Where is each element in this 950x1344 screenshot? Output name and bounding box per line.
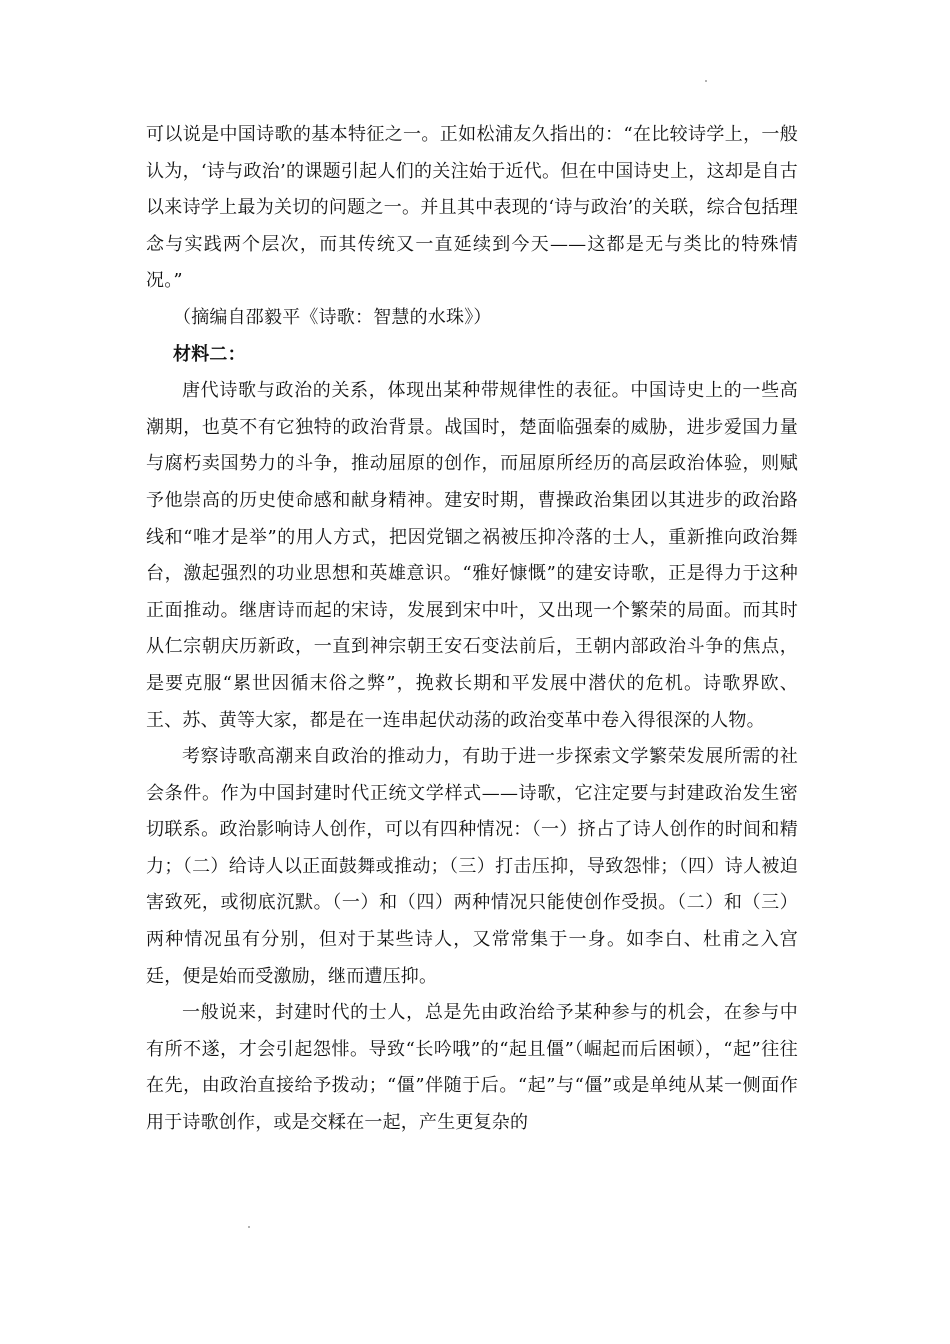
paragraph-political-influence: 考察诗歌高潮来自政治的推动力，有助于进一步探索文学繁荣发展所需的社会条件。作为中国封建时代正统文学样式——诗歌，它注定要与封建政治发生密切联系。政治影响诗人创作，可以有四种情况：（一）挤占了诗人创作的时间和精力；（二）给诗人以正面鼓舞或推动；（三）打击压抑，导致怨悱；（四）诗人被迫害致死，或彻底沉默。（一）和（四）两种情况只能使创作受损。（二）和（三）两种情况虽有分别，但对于某些诗人，又常常集于一身。如李白、杜甫之入宫廷，便是始而受激励，继而遭压抑。 bbox=[146, 746, 798, 987]
paragraph-tang-poetry-politics: 唐代诗歌与政治的关系，体现出某种带规律性的表征。中国诗史上的一些高潮期，也莫不有它独特的政治背景。战国时，楚面临强秦的威胁，进步爱国力量与腐朽卖国势力的斗争，推动屈原的创作，而屈原所经历的高层政治体验，则赋予他崇高的历史使命感和献身精神。建安时期，曹操政治集团以其进步的政治路线和“唯才是举”的用人方式，把因党锢之祸被压抑冷落的士人，重新推向政治舞台，激起强烈的功业思想和英雄意识。“雅好慷慨”的建安诗歌，正是得力于这种正面推动。继唐诗而起的宋诗，发展到宋中叶，又出现一个繁荣的局面。而其时从仁宗朝庆历新政，一直到神宗朝王安石变法前后，王朝内部政治斗争的焦点，是要克服“累世因循末俗之弊”，挽救长期和平发展中潜伏的危机。诗歌界欧、王、苏、黄等大家，都是在一连串起伏动荡的政治变革中卷入得很深的人物。 bbox=[146, 380, 798, 731]
section-heading-material-two: 材料二： bbox=[173, 343, 246, 365]
paragraph-rise-and-stagnation: 一般说来，封建时代的士人，总是先由政治给予某种参与的机会，在参与中有所不遂，才会引起怨悱。导致“长吟哦”的“起且僵”（崛起而后困顿），“起”往往在先，由政治直接给予拨动；“僵”伴随于后。“起”与“僵”或是单纯从某一侧面作用于诗歌创作，或是交糅在一起，产生更复杂的 bbox=[146, 1002, 798, 1134]
scan-speck bbox=[705, 80, 707, 82]
source-citation: （摘编自邵毅平《诗歌：智慧的水珠》） bbox=[173, 306, 492, 328]
paragraph-continued: 可以说是中国诗歌的基本特征之一。正如松浦友久指出的：“在比较诗学上，一般认为，‘诗与政治’的课题引起人们的关注始于近代。但在中国诗史上，这却是自古以来诗学上最为关切的问题之一。并且其中表现的‘诗与政治’的关联，综合包括理念与实践两个层次，而其传统又一直延续到今天——这都是无与类比的特殊情况。” bbox=[146, 124, 798, 292]
document-body bbox=[146, 117, 798, 1142]
scan-speck bbox=[248, 1226, 250, 1228]
